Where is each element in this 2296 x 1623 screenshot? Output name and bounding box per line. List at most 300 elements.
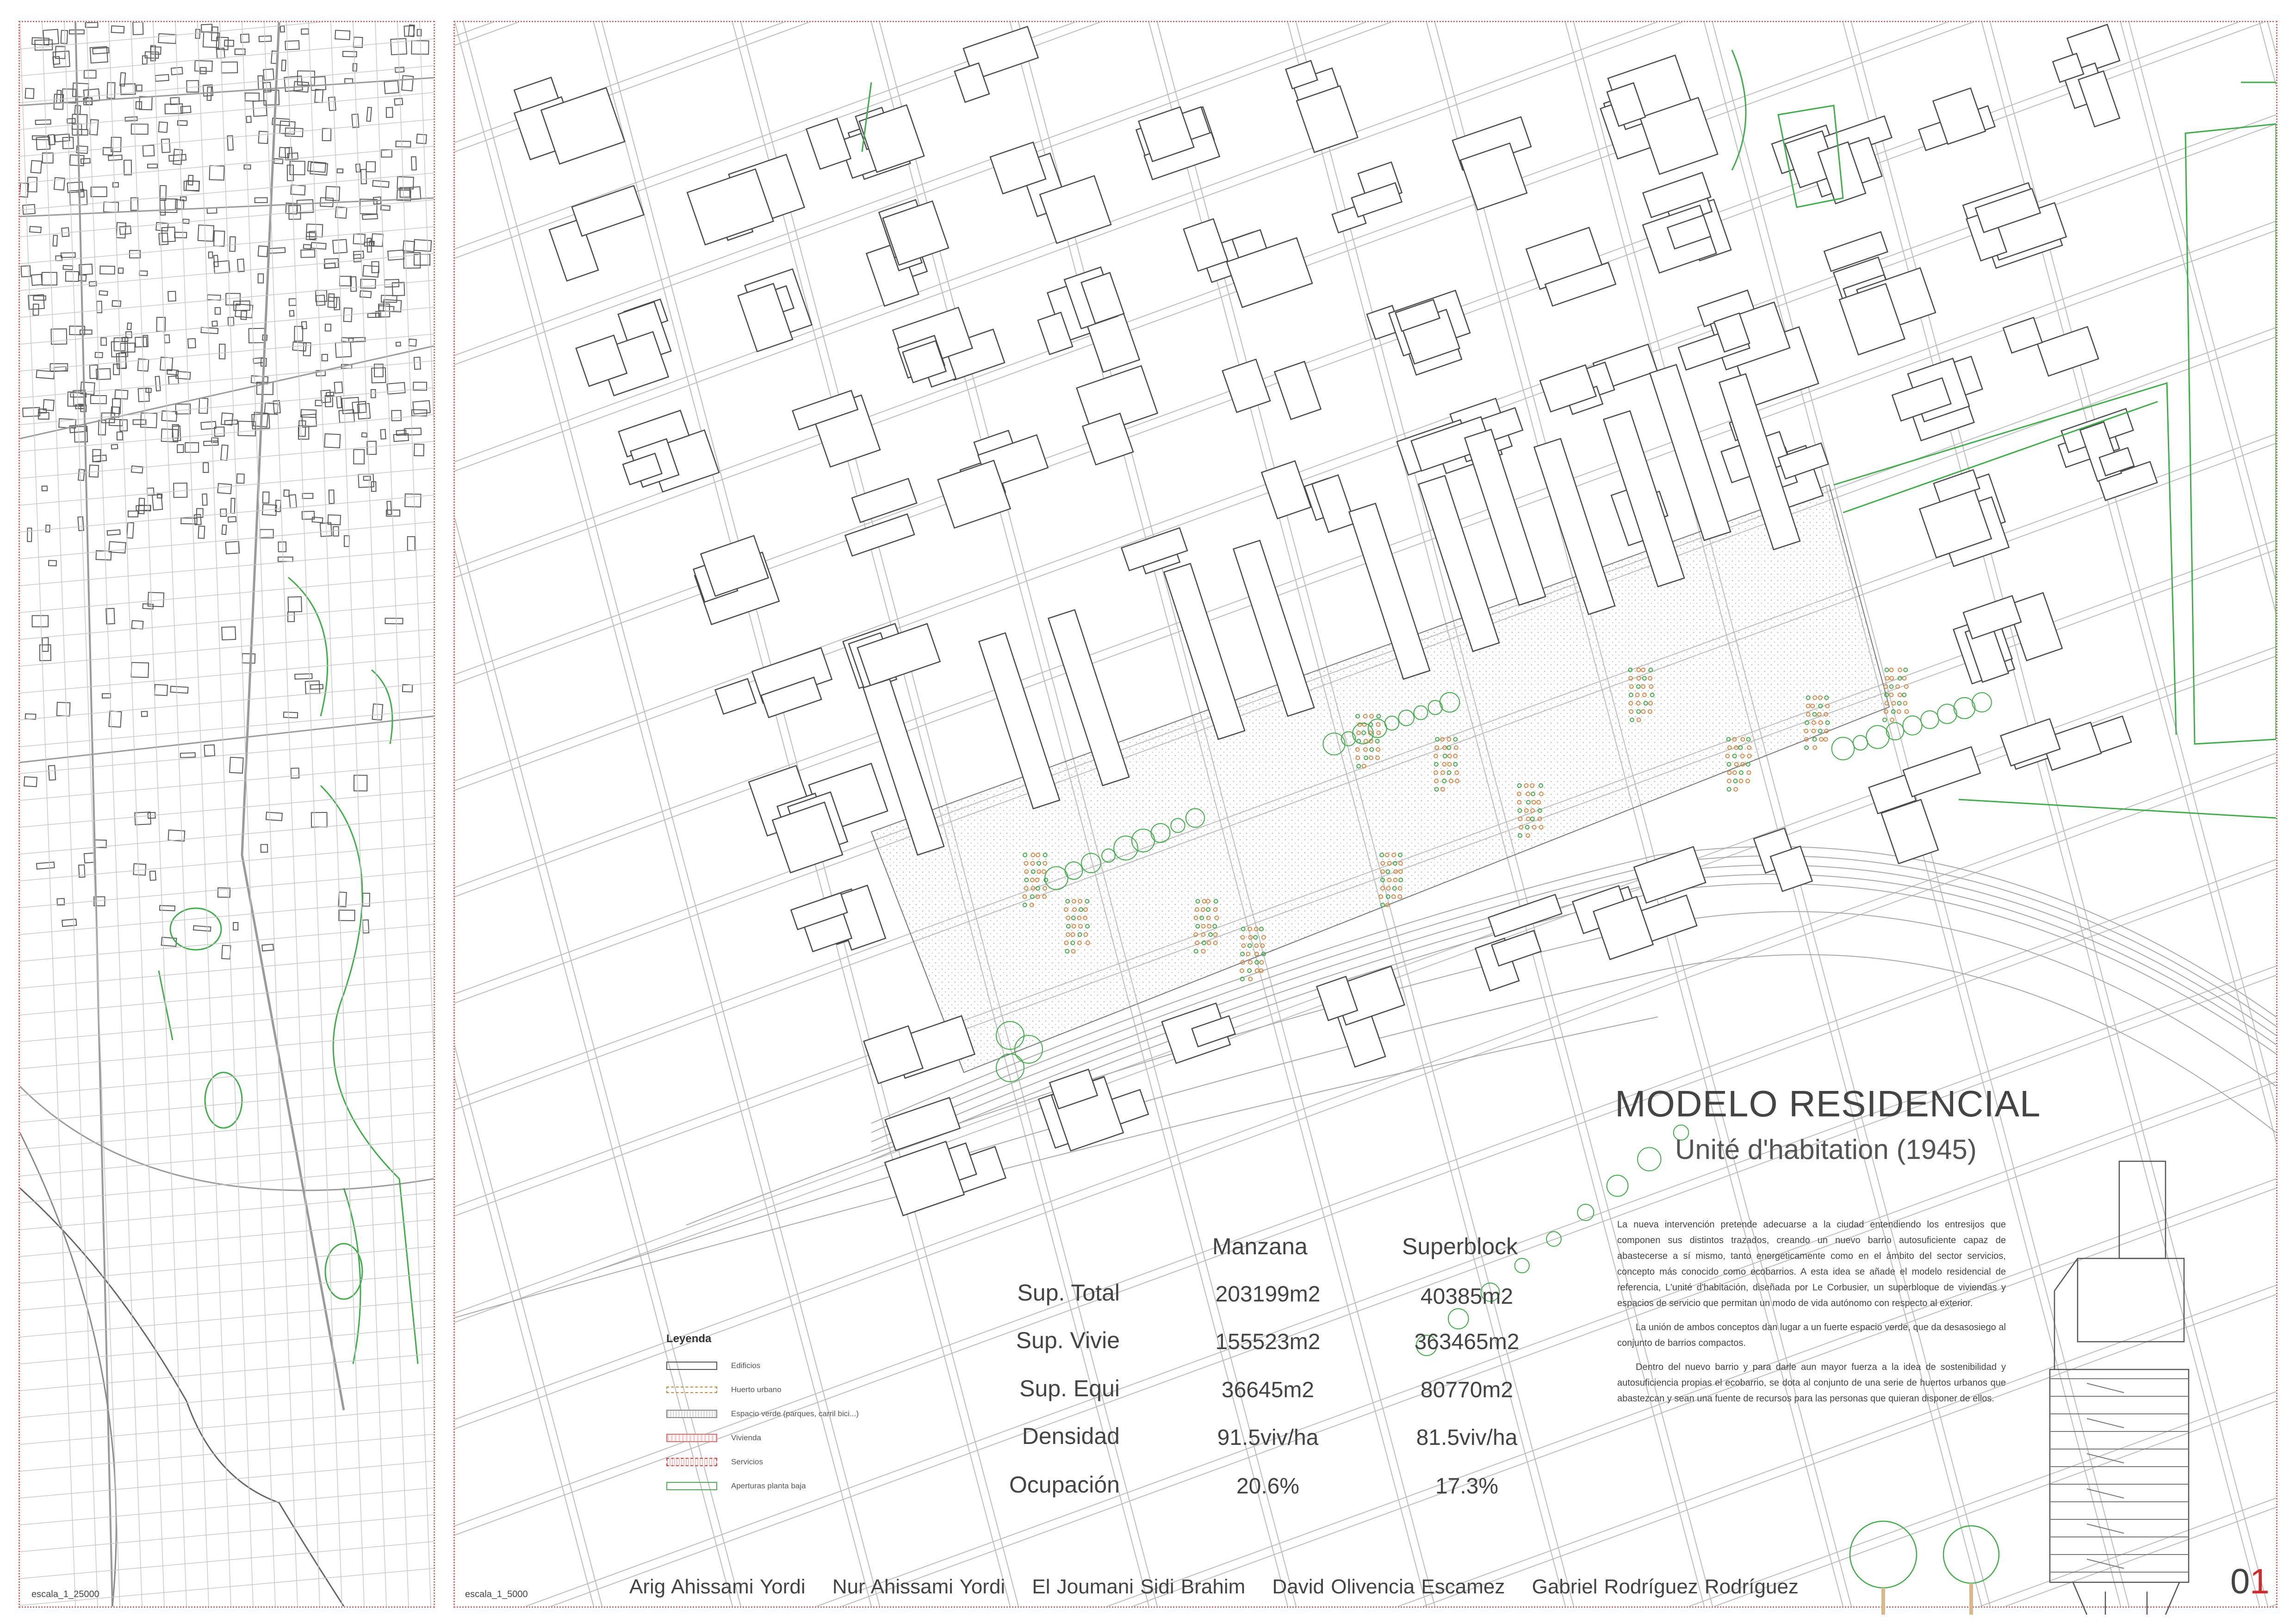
building-footprint xyxy=(405,494,421,507)
building-footprint xyxy=(290,310,294,316)
building-footprint xyxy=(361,169,366,184)
building-footprint xyxy=(124,160,131,175)
table-row-label: Ocupación xyxy=(1009,1472,1120,1498)
building-footprint xyxy=(335,30,350,39)
tree xyxy=(1972,693,1992,712)
tree xyxy=(1448,1309,1469,1329)
building xyxy=(1222,359,1270,413)
street-line xyxy=(109,22,164,1606)
building-footprint xyxy=(119,353,126,369)
building-footprint xyxy=(304,343,311,356)
building-footprint xyxy=(323,129,331,141)
building-footprint xyxy=(340,276,351,286)
legend-title: Leyenda xyxy=(666,1332,712,1345)
garden-plot xyxy=(1727,787,1731,791)
legend-item-aperturas xyxy=(666,1474,953,1498)
building xyxy=(1963,596,2021,639)
building-footprint xyxy=(31,274,42,285)
table-cell-superblock: 363465m2 xyxy=(1414,1330,1520,1354)
garden-plot xyxy=(1733,779,1737,783)
table-row-label: Sup. Equi xyxy=(1019,1375,1120,1401)
building xyxy=(807,118,851,169)
building-footprint xyxy=(273,401,280,414)
garden-plot xyxy=(1890,718,1894,722)
building-footprint xyxy=(173,149,182,165)
building-footprint xyxy=(269,248,285,253)
building-footprint xyxy=(112,26,124,33)
garden-plot xyxy=(1904,668,1907,672)
building-footprint xyxy=(169,155,186,161)
street-line xyxy=(20,951,434,988)
garden-plot xyxy=(1805,746,1808,750)
building-footprint xyxy=(142,712,148,717)
building-footprint xyxy=(214,261,230,273)
street-line xyxy=(42,22,98,1606)
building-footprint xyxy=(160,200,165,216)
legend-swatch xyxy=(666,1362,717,1370)
table-row-label: Sup. Total xyxy=(1017,1280,1120,1306)
description-paragraph: La nueva intervención pretende adecuarse a la ciudad entendiendo los entresijos que componen sus distintos trazados, creando un nuevo barrio autosuficiente capaz de abastecerse a sí mismo, tanto energeticamente como en el ámbito del sector servicios, concepto más conocido como ecobarrios. A esta idea se añade el modelo residencial de referencia, L'unité d'habitación, diseñada por Le Corbusier, un superbloque de viviendas y espacios de servicio que permitan un modo de vida autónomo con respecto al exterior. xyxy=(1617,1220,2006,1308)
building-footprint xyxy=(339,410,354,423)
building-footprint xyxy=(224,40,234,46)
building-footprint xyxy=(32,615,48,626)
street-line xyxy=(20,602,434,639)
street-line xyxy=(20,1434,434,1471)
building-footprint xyxy=(284,490,289,496)
overview-green-areas xyxy=(159,577,418,1364)
building-footprint xyxy=(231,498,235,513)
building-footprint xyxy=(222,945,230,959)
building-footprint xyxy=(201,328,218,334)
building-footprint xyxy=(91,187,107,197)
building-footprint xyxy=(221,445,228,460)
building-footprint xyxy=(116,353,126,369)
building-footprint xyxy=(150,871,156,880)
building-footprint xyxy=(255,198,267,203)
street-line xyxy=(20,22,434,49)
building-footprint xyxy=(306,224,323,237)
street-line xyxy=(20,1059,434,1096)
building-footprint xyxy=(42,486,48,491)
section-drawing xyxy=(1846,1157,2226,1615)
building-footprint xyxy=(101,338,106,345)
building-footprint xyxy=(301,250,315,258)
building-footprint xyxy=(241,34,249,43)
building-footprint xyxy=(30,226,41,233)
building xyxy=(2037,327,2098,376)
table-header-manzana: Manzana xyxy=(1212,1233,1308,1259)
building-footprint xyxy=(128,511,138,517)
garden-plot xyxy=(1248,977,1252,981)
building-footprint xyxy=(204,441,218,446)
building-footprint xyxy=(200,68,206,74)
garden-plot xyxy=(1905,710,1909,713)
building-footprint xyxy=(278,557,293,562)
building-footprint xyxy=(160,357,173,371)
overview-map xyxy=(20,22,434,1606)
street-line xyxy=(455,22,2276,142)
building-footprint xyxy=(69,30,84,34)
legend-item-huerto xyxy=(666,1378,953,1402)
street-line xyxy=(20,763,434,800)
garden-plot xyxy=(1260,960,1264,964)
building-footprint xyxy=(310,684,323,689)
building-footprint xyxy=(81,158,90,163)
building-footprint xyxy=(371,390,376,398)
street-line xyxy=(20,1381,434,1418)
street-line xyxy=(20,1354,434,1391)
street-line xyxy=(20,898,434,935)
building-footprint xyxy=(414,240,431,251)
building-footprint xyxy=(311,812,327,827)
building-footprint xyxy=(322,354,328,361)
building-footprint xyxy=(100,266,115,274)
building-footprint xyxy=(366,107,372,121)
building-footprint xyxy=(42,273,57,285)
building-footprint xyxy=(155,74,168,81)
building-footprint xyxy=(37,862,55,869)
tree xyxy=(1886,723,1904,740)
building-footprint xyxy=(62,228,69,236)
street-line xyxy=(175,22,231,1606)
building-footprint xyxy=(220,509,226,516)
building-footprint xyxy=(180,753,195,757)
street-line xyxy=(20,790,434,827)
building-footprint xyxy=(155,376,161,391)
building-footprint xyxy=(310,76,326,90)
building-footprint xyxy=(164,335,170,343)
building xyxy=(2003,317,2042,353)
building-footprint xyxy=(108,155,122,161)
street-line xyxy=(420,22,434,1606)
page-number xyxy=(2230,1561,2270,1602)
legend-label: Huerto urbano xyxy=(731,1385,782,1394)
building-footprint xyxy=(363,893,370,906)
building-footprint xyxy=(402,75,413,91)
legend-item-servicios xyxy=(666,1450,953,1474)
building-footprint xyxy=(23,408,40,417)
building-footprint xyxy=(284,712,298,718)
building-footprint xyxy=(90,119,99,135)
garden-plot xyxy=(1746,779,1750,783)
building-footprint xyxy=(324,434,340,448)
building-footprint xyxy=(97,301,102,313)
building-footprint xyxy=(67,118,75,124)
building-footprint xyxy=(199,398,208,414)
building-footprint xyxy=(316,295,325,306)
building-footprint xyxy=(403,241,415,251)
street-line xyxy=(20,441,434,478)
building-footprint xyxy=(198,225,214,241)
building-footprint xyxy=(161,429,179,442)
building-footprint xyxy=(354,450,364,464)
garden-plot xyxy=(1886,676,1889,680)
street-line xyxy=(20,1112,434,1149)
garden-plot xyxy=(1813,737,1817,741)
scale-label-overview: escala_1_25000 xyxy=(31,1589,99,1599)
building-footprint xyxy=(195,61,212,71)
table-cell-manzana: 36645m2 xyxy=(1221,1378,1315,1402)
building-footprint xyxy=(212,321,217,326)
legend-swatch xyxy=(666,1458,717,1466)
building-footprint xyxy=(201,24,212,32)
stair-line xyxy=(2087,1524,2124,1533)
building-footprint xyxy=(188,175,193,185)
building-footprint xyxy=(280,26,285,32)
garden-plot xyxy=(1734,787,1738,791)
building-footprint xyxy=(226,293,240,305)
building-footprint xyxy=(193,926,211,931)
building-footprint xyxy=(84,70,96,78)
building-footprint xyxy=(99,291,107,295)
building xyxy=(2008,593,2062,661)
building-footprint xyxy=(217,483,231,494)
building-footprint xyxy=(235,49,245,55)
street-line xyxy=(20,576,434,613)
building-footprint xyxy=(159,233,168,245)
street-line xyxy=(20,1085,434,1122)
building-footprint xyxy=(107,530,120,535)
building-footprint xyxy=(387,383,405,394)
building-footprint xyxy=(362,214,378,219)
author-name: Nur Ahissami Yordi xyxy=(832,1575,1005,1598)
author-name: Arig Ahissami Yordi xyxy=(629,1575,806,1598)
page-subtitle: Unité d'habitation (1945) xyxy=(1675,1134,1977,1165)
building-footprint xyxy=(266,812,282,820)
garden-plot xyxy=(1889,693,1893,697)
garden-plot xyxy=(1897,710,1901,713)
garden-plot xyxy=(1890,676,1893,680)
building-footprint xyxy=(173,426,181,441)
building-footprint xyxy=(55,134,69,142)
building-footprint xyxy=(241,311,247,320)
building-footprint xyxy=(380,429,385,439)
street-line xyxy=(131,22,186,1606)
tree xyxy=(1577,1204,1594,1220)
garden-plot xyxy=(1747,771,1750,774)
building-footprint xyxy=(133,420,146,424)
building-footprint xyxy=(289,299,296,306)
garden-plot xyxy=(1889,685,1893,688)
building-footprint xyxy=(305,681,320,694)
building-footprint xyxy=(135,337,147,347)
garden-plot xyxy=(1898,668,1902,672)
street-line xyxy=(20,1300,434,1337)
building-footprint xyxy=(329,97,336,111)
street-line xyxy=(20,1220,434,1257)
page-number-prefix: 0 xyxy=(2230,1562,2250,1601)
stair-line xyxy=(2087,1454,2124,1463)
street-line xyxy=(455,22,2276,36)
street-line xyxy=(20,629,434,666)
garden-plot xyxy=(1240,969,1244,973)
building-footprint xyxy=(40,645,51,661)
building-footprint xyxy=(186,81,199,92)
building-footprint xyxy=(183,219,189,224)
building-footprint xyxy=(203,463,209,472)
building-footprint xyxy=(290,161,304,174)
building-footprint xyxy=(168,376,179,384)
street-line xyxy=(20,656,434,693)
building-footprint xyxy=(91,396,106,404)
building-footprint xyxy=(202,494,207,505)
tree xyxy=(1832,737,1855,760)
street-line xyxy=(20,66,434,103)
stair-line xyxy=(2087,1383,2124,1393)
street-line xyxy=(455,22,2276,577)
street-line xyxy=(20,146,434,183)
table-cell-manzana: 20.6% xyxy=(1236,1474,1300,1499)
building-footprint xyxy=(36,137,50,149)
building-footprint xyxy=(396,141,410,147)
building-footprint xyxy=(225,420,238,425)
building-footprint xyxy=(222,525,227,535)
building-footprint xyxy=(215,308,221,314)
building-footprint xyxy=(93,455,106,462)
building-footprint xyxy=(282,60,286,71)
garden-plot xyxy=(1733,771,1737,774)
building-footprint xyxy=(132,620,143,629)
street-line xyxy=(20,1407,434,1444)
building-footprint xyxy=(46,525,50,532)
building-footprint xyxy=(233,923,238,930)
building-footprint xyxy=(198,526,205,539)
building-footprint xyxy=(95,353,103,358)
building-footprint xyxy=(339,910,354,921)
building-footprint xyxy=(78,517,84,531)
tree-icon xyxy=(1850,1521,1917,1588)
building-footprint xyxy=(113,364,119,375)
building-footprint xyxy=(288,612,294,622)
building-footprint xyxy=(414,357,421,369)
street-line xyxy=(20,1032,434,1069)
building xyxy=(715,679,756,714)
building-footprint xyxy=(385,618,403,624)
garden-plot xyxy=(1728,771,1731,774)
legend-label: Aperturas planta baja xyxy=(731,1481,806,1490)
building-footprint xyxy=(221,62,237,73)
legend xyxy=(666,1332,953,1498)
authors-list xyxy=(629,1575,1819,1598)
overview-roads xyxy=(20,22,434,1606)
building-footprint xyxy=(226,541,240,554)
garden-plot xyxy=(1898,701,1901,705)
building-footprint xyxy=(230,757,243,773)
building-footprint xyxy=(207,87,211,100)
building-footprint xyxy=(53,235,57,246)
garden-plot xyxy=(1885,668,1889,672)
building-footprint xyxy=(78,469,84,480)
author-name: El Joumani Sidi Brahim xyxy=(1032,1575,1246,1598)
building-footprint xyxy=(294,326,303,341)
street-line xyxy=(20,978,434,1015)
street-line xyxy=(455,22,2276,152)
building-footprint xyxy=(160,186,166,200)
building-footprint xyxy=(237,474,244,483)
building-footprint xyxy=(137,85,142,91)
building-footprint xyxy=(395,67,404,72)
building-footprint xyxy=(301,29,309,34)
building-footprint xyxy=(335,342,352,357)
building-footprint xyxy=(170,686,188,693)
description-paragraph: La unión de ambos conceptos dan lugar a un fuerte espacio verde, que da desasosiego al conjunto de barrios compactos. xyxy=(1617,1322,2006,1348)
building-footprint xyxy=(36,370,54,378)
building-footprint xyxy=(219,344,225,359)
building-footprint xyxy=(162,227,175,242)
building-footprint xyxy=(386,510,400,516)
building-footprint xyxy=(386,107,393,117)
street-line xyxy=(375,22,431,1606)
street-line xyxy=(20,1193,434,1230)
building-footprint xyxy=(335,382,343,393)
building-footprint xyxy=(394,98,403,105)
building-footprint xyxy=(159,122,168,133)
building xyxy=(885,1097,960,1150)
building-footprint xyxy=(57,702,70,716)
street-line xyxy=(20,1542,434,1579)
building-footprint xyxy=(303,494,313,499)
building-footprint xyxy=(414,444,424,456)
building-footprint xyxy=(242,654,255,663)
building-footprint xyxy=(89,465,99,477)
tree xyxy=(1638,1147,1661,1171)
legend-swatch xyxy=(666,1482,717,1490)
table-cell-superblock: 80770m2 xyxy=(1420,1378,1514,1402)
tree xyxy=(1903,716,1922,735)
garden-plot xyxy=(1819,737,1823,741)
building-footprint xyxy=(298,71,315,85)
street-line xyxy=(20,1327,434,1364)
garden-plot xyxy=(1890,668,1893,672)
table-row-label: Sup. Vivie xyxy=(1016,1327,1120,1353)
building-footprint xyxy=(263,69,274,80)
legend-item-edificios xyxy=(666,1354,953,1378)
building-footprint xyxy=(86,23,98,28)
building-footprint xyxy=(360,291,371,297)
building-footprint xyxy=(62,919,76,927)
building-footprint xyxy=(61,253,75,257)
building-footprint xyxy=(354,775,367,791)
table-row-label: Densidad xyxy=(1022,1423,1120,1449)
building-footprint xyxy=(372,368,385,383)
building-footprint xyxy=(72,114,87,130)
building-footprint xyxy=(388,250,404,260)
legend-label: Servicios xyxy=(731,1457,763,1466)
street-line xyxy=(20,710,434,747)
building-footprint xyxy=(70,155,84,166)
building-footprint xyxy=(113,183,118,187)
building-footprint xyxy=(245,93,259,101)
building-footprint xyxy=(274,159,283,164)
building-footprint xyxy=(147,488,154,496)
building-footprint xyxy=(344,536,349,546)
building-footprint xyxy=(168,291,176,301)
building-footprint xyxy=(127,523,134,539)
building-footprint xyxy=(161,411,177,421)
building-footprint xyxy=(112,445,118,449)
building-footprint xyxy=(409,339,416,346)
building-footprint xyxy=(396,342,401,346)
building-footprint xyxy=(127,323,131,329)
building-footprint xyxy=(329,490,334,503)
building-footprint xyxy=(312,517,323,523)
building-footprint xyxy=(221,413,233,425)
garden-plot xyxy=(1902,693,1906,697)
building-footprint xyxy=(201,421,216,429)
garden-plot xyxy=(1727,779,1731,783)
building xyxy=(1184,219,1228,271)
building-footprint xyxy=(62,89,76,103)
